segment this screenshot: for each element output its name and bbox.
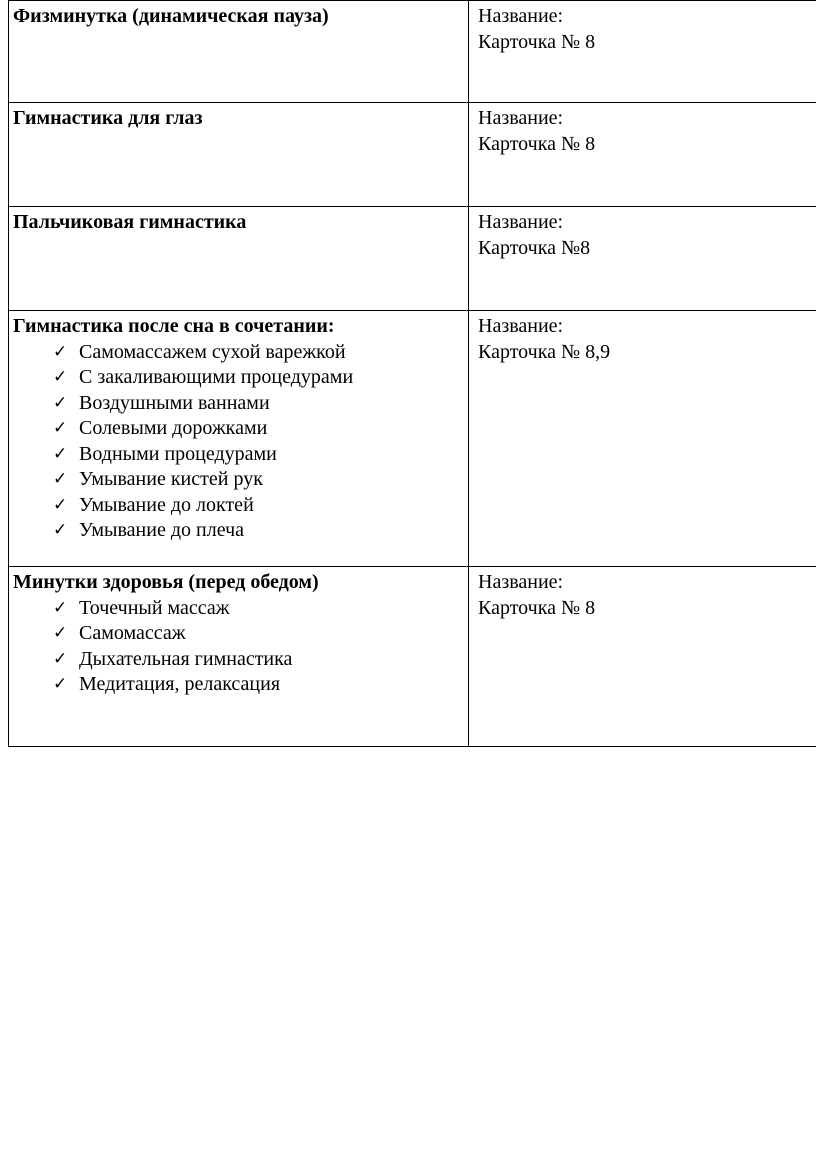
activity-cell: [9, 567, 469, 747]
list-item-label: Умывание до плеча: [79, 519, 245, 541]
card-label: Название:: [478, 211, 564, 233]
list-item-label: Самомассажем сухой варежкой: [79, 340, 346, 363]
list-item: [50, 391, 468, 417]
card-cell: [469, 207, 816, 311]
check-icon: ✓: [53, 392, 68, 413]
check-icon: ✓: [53, 367, 68, 387]
list-item-label: Воздушными ваннами: [79, 391, 270, 414]
table-row: [9, 567, 816, 747]
list-item-label: Водными процедурами: [79, 442, 277, 465]
activity-cell: [9, 311, 469, 567]
list-item-label: Точечный массаж: [79, 596, 230, 619]
table-row: [9, 207, 816, 311]
activity-title: Пальчиковая гимнастика: [13, 211, 247, 233]
list-item-label: Самомассаж: [79, 622, 186, 644]
card-value: Карточка № 8: [478, 596, 596, 619]
card-value: Карточка № 8: [478, 30, 596, 53]
card-value: Карточка № 8: [478, 132, 596, 155]
activity-cell: [9, 207, 469, 311]
activity-cell: [9, 1, 469, 103]
activities-table: [8, 0, 816, 747]
check-icon: ✓: [53, 623, 68, 643]
list-item: [50, 493, 468, 519]
list-item: [50, 518, 468, 544]
check-icon: ✓: [53, 648, 68, 669]
card-cell: [469, 567, 816, 747]
list-item-label: Медитация, релаксация: [79, 673, 281, 695]
checklist: [13, 340, 468, 544]
check-icon: ✓: [53, 674, 68, 694]
activity-title: Физминутка (динамическая пауза): [13, 5, 329, 27]
list-item: [50, 621, 468, 647]
list-item: [50, 442, 468, 468]
activity-title: Гимнастика для глаз: [13, 107, 203, 129]
card-cell: [469, 311, 816, 567]
table-row: [9, 311, 816, 567]
check-icon: ✓: [53, 418, 68, 438]
table-row: [9, 103, 816, 207]
card-label: Название:: [478, 107, 564, 129]
table-row: [9, 1, 816, 103]
check-icon: ✓: [53, 469, 68, 489]
list-item: [50, 596, 468, 622]
check-icon: ✓: [53, 520, 68, 540]
list-item: [50, 467, 468, 493]
card-value: Карточка №8: [478, 236, 591, 259]
check-icon: ✓: [53, 443, 68, 464]
check-icon: ✓: [53, 494, 68, 515]
activity-cell: [9, 103, 469, 207]
card-label: Название:: [478, 315, 564, 337]
check-icon: ✓: [53, 597, 68, 618]
card-label: Название:: [478, 571, 564, 593]
card-value: Карточка № 8,9: [478, 340, 611, 363]
card-cell: [469, 1, 816, 103]
list-item-label: С закаливающими процедурами: [79, 366, 354, 388]
list-item: [50, 647, 468, 673]
check-icon: ✓: [53, 341, 68, 362]
activity-title: Минутки здоровья (перед обедом): [13, 571, 319, 593]
list-item: [50, 340, 468, 366]
list-item: [50, 416, 468, 442]
list-item-label: Солевыми дорожками: [79, 417, 268, 439]
list-item-label: Умывание кистей рук: [79, 468, 263, 490]
card-label: Название:: [478, 5, 564, 27]
list-item-label: Умывание до локтей: [79, 493, 254, 516]
card-cell: [469, 103, 816, 207]
activity-title: Гимнастика после сна в сочетании:: [13, 315, 335, 337]
list-item: [50, 672, 468, 698]
checklist: [13, 596, 468, 698]
list-item: [50, 365, 468, 391]
list-item-label: Дыхательная гимнастика: [79, 647, 293, 670]
